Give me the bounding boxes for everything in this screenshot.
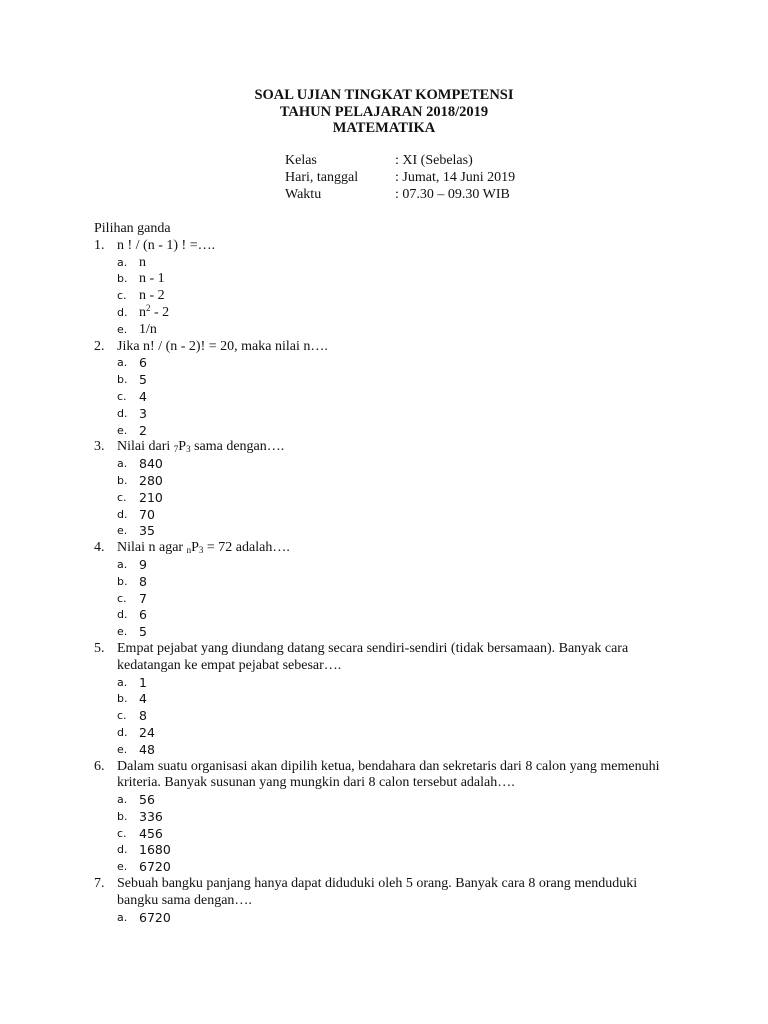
option-letter: b. xyxy=(117,574,128,588)
option-5b xyxy=(94,691,674,708)
option-letter: e. xyxy=(117,742,128,756)
option-4d xyxy=(94,607,674,624)
question-text: Dalam suatu organisasi akan dipilih ketua, bendahara dan sekretaris dari 8 calon yang memenuhi kriteria. Banyak susunan yang mungkin dari 8 calon tersebut adalah…. xyxy=(117,758,660,791)
option-value xyxy=(139,302,170,322)
option-value: 456 xyxy=(139,825,163,841)
question-5 xyxy=(94,641,674,675)
option-value: 1 xyxy=(139,674,147,690)
option-value: 1/n xyxy=(139,321,157,337)
question-number: 3. xyxy=(94,439,105,455)
question-6 xyxy=(94,759,674,793)
question-text-sub: 7 xyxy=(173,444,179,455)
option-letter: c. xyxy=(117,289,127,303)
option-value: 280 xyxy=(139,472,163,488)
question-text-mid: P xyxy=(191,540,199,556)
question-text xyxy=(117,540,674,557)
question-2 xyxy=(94,339,674,356)
option-value: 1680 xyxy=(139,842,171,858)
option-value: 70 xyxy=(139,506,155,522)
option-4e xyxy=(94,624,674,641)
option-letter: e. xyxy=(117,322,128,336)
option-2b xyxy=(94,372,674,389)
option-2d xyxy=(94,406,674,423)
question-list xyxy=(94,221,674,926)
question-number: 2. xyxy=(94,338,105,354)
option-2a xyxy=(94,355,674,372)
question-number: 7. xyxy=(94,876,105,892)
option-1b xyxy=(94,271,674,288)
meta-row-date xyxy=(285,170,515,187)
option-value: n - 1 xyxy=(139,271,165,287)
option-value: 9 xyxy=(139,556,147,572)
option-value: 2 xyxy=(139,422,147,438)
option-3e xyxy=(94,523,674,540)
option-letter: c. xyxy=(117,490,127,504)
option-value: 6 xyxy=(139,607,147,623)
option-letter: d. xyxy=(117,725,128,739)
exam-meta xyxy=(285,153,515,203)
question-text: Empat pejabat yang diundang datang secara sendiri-sendiri (tidak bersamaan). Banyak cara kedatangan ke empat pejabat sebesar…. xyxy=(117,640,629,673)
option-6b xyxy=(94,809,674,826)
option-4c xyxy=(94,591,674,608)
option-letter: c. xyxy=(117,591,127,605)
option-1a xyxy=(94,255,674,272)
option-2e xyxy=(94,423,674,440)
section-title: Pilihan ganda xyxy=(94,221,171,236)
option-letter: b. xyxy=(117,272,128,286)
meta-label: Kelas xyxy=(285,153,317,168)
question-7 xyxy=(94,876,674,910)
option-6c xyxy=(94,826,674,843)
subject-title: MATEMATIKA xyxy=(332,120,436,136)
option-letter: a. xyxy=(117,255,128,269)
option-letter: a. xyxy=(117,557,128,571)
option-value-base: n xyxy=(139,304,146,320)
option-value: 6720 xyxy=(139,859,171,875)
option-value: 5 xyxy=(139,372,147,388)
option-letter: d. xyxy=(117,305,128,319)
option-value: 56 xyxy=(139,792,155,808)
option-2c xyxy=(94,389,674,406)
option-letter: d. xyxy=(117,507,128,521)
option-letter: d. xyxy=(117,608,128,622)
option-letter: b. xyxy=(117,473,128,487)
meta-value: : XI (Sebelas) xyxy=(395,153,473,168)
option-letter: d. xyxy=(117,406,128,420)
option-4b xyxy=(94,574,674,591)
option-letter: b. xyxy=(117,809,128,823)
option-1d xyxy=(94,302,674,322)
meta-label: Waktu xyxy=(285,186,322,202)
option-value: 8 xyxy=(139,708,147,724)
question-number: 4. xyxy=(94,540,105,556)
meta-value: : 07.30 – 09.30 WIB xyxy=(395,186,510,202)
option-value: 6 xyxy=(139,355,147,371)
question-text: n ! / (n - 1) ! =…. xyxy=(117,237,216,253)
option-letter: a. xyxy=(117,356,128,370)
question-3 xyxy=(94,439,674,456)
option-letter: d. xyxy=(117,843,128,857)
option-1c xyxy=(94,288,674,305)
question-text-sub: n xyxy=(186,545,192,556)
option-7a xyxy=(94,910,674,927)
option-letter: b. xyxy=(117,692,128,706)
option-value: 35 xyxy=(139,523,155,539)
option-value: 336 xyxy=(139,808,163,824)
option-3d xyxy=(94,507,674,524)
option-value: 7 xyxy=(139,590,147,606)
option-5d xyxy=(94,725,674,742)
meta-value: : Jumat, 14 Juni 2019 xyxy=(395,169,516,185)
meta-row-class xyxy=(285,153,515,170)
question-text: Jika n! / (n - 2)! = 20, maka nilai n…. xyxy=(117,338,328,354)
option-5e xyxy=(94,742,674,759)
question-4 xyxy=(94,540,674,557)
option-value: 4 xyxy=(139,388,147,404)
meta-label: Hari, tanggal xyxy=(285,169,359,185)
question-text-post: sama dengan…. xyxy=(190,439,285,455)
option-value: n - 2 xyxy=(139,288,165,304)
question-text-post: = 72 adalah…. xyxy=(203,540,290,556)
option-letter: b. xyxy=(117,373,128,387)
option-3c xyxy=(94,490,674,507)
option-3b xyxy=(94,473,674,490)
option-value: 24 xyxy=(139,724,155,740)
question-text-sub: 3 xyxy=(186,444,191,455)
option-value: 840 xyxy=(139,456,163,472)
option-6d xyxy=(94,842,674,859)
option-letter: c. xyxy=(117,826,127,840)
question-number: 5. xyxy=(94,640,105,656)
option-value-rest: - 2 xyxy=(150,304,170,320)
option-letter: c. xyxy=(117,709,127,723)
question-text-pre: Nilai n agar xyxy=(117,540,187,556)
option-5c xyxy=(94,708,674,725)
exam-header xyxy=(0,87,768,137)
option-letter: e. xyxy=(117,423,128,437)
question-number: 6. xyxy=(94,758,105,774)
question-text-sub: 3 xyxy=(198,545,204,556)
question-1 xyxy=(94,238,674,255)
question-text: Sebuah bangku panjang hanya dapat diduduki oleh 5 orang. Banyak cara 8 orang menduduki bangku sama dengan…. xyxy=(117,876,638,908)
option-4a xyxy=(94,557,674,574)
option-value: 210 xyxy=(139,489,163,505)
option-6e xyxy=(94,859,674,876)
option-letter: e. xyxy=(117,524,128,538)
option-value: 8 xyxy=(139,573,147,589)
option-1e xyxy=(94,322,674,339)
option-value: 3 xyxy=(139,405,147,421)
question-text xyxy=(117,439,674,456)
option-6a xyxy=(94,792,674,809)
academic-year: TAHUN PELAJARAN 2018/2019 xyxy=(279,103,489,120)
option-value: n xyxy=(139,254,146,270)
option-letter: e. xyxy=(117,625,128,639)
question-text-mid: P xyxy=(178,439,187,455)
option-value-exponent: 2 xyxy=(146,302,151,313)
option-value: 4 xyxy=(139,691,147,707)
option-letter: a. xyxy=(117,675,128,689)
question-number: 1. xyxy=(94,237,105,253)
option-value: 48 xyxy=(139,741,155,757)
option-letter: a. xyxy=(117,793,128,807)
option-letter: e. xyxy=(117,860,128,874)
option-3a xyxy=(94,456,674,473)
meta-row-time xyxy=(285,187,515,204)
option-value: 5 xyxy=(139,624,147,640)
option-value: 6720 xyxy=(139,909,171,925)
exam-title: SOAL UJIAN TINGKAT KOMPETENSI xyxy=(254,87,514,103)
question-text-pre: Nilai dari xyxy=(117,439,174,455)
option-letter: c. xyxy=(117,389,127,403)
option-letter: a. xyxy=(117,457,128,471)
option-5a xyxy=(94,675,674,692)
option-letter: a. xyxy=(117,910,128,924)
